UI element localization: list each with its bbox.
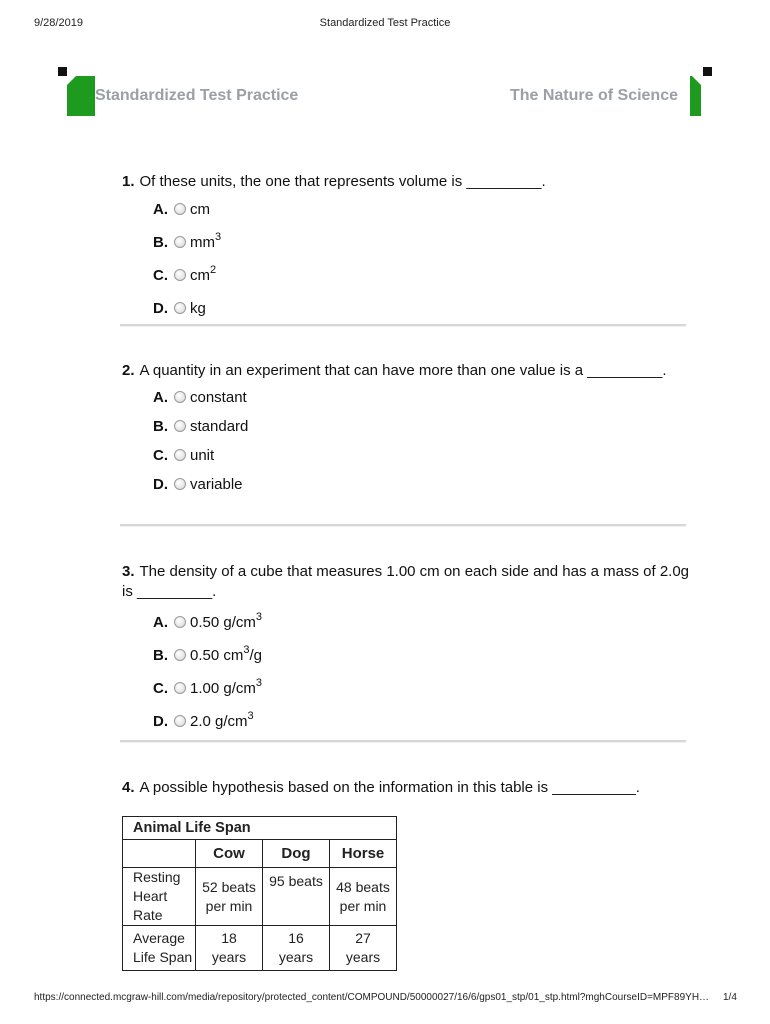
option-c[interactable]: C. 1.00 $g/cm^3$	[153, 677, 262, 697]
radio-button[interactable]	[174, 391, 186, 403]
print-title: Standardized Test Practice	[319, 17, 451, 29]
option-a[interactable]: A. constant	[153, 389, 247, 406]
corner-mark-right	[703, 67, 712, 76]
table-row	[123, 868, 397, 926]
question-4	[122, 778, 692, 798]
option-b[interactable]: B. $mm^3$	[153, 231, 222, 251]
question-3	[122, 562, 692, 746]
row-header: Average Life Span	[123, 926, 196, 971]
corner-mark-left	[58, 67, 67, 76]
answer-options	[122, 201, 692, 333]
column-header: Horse	[330, 840, 397, 868]
green-tab-left-notch	[67, 76, 76, 85]
table-cell: 18 years	[196, 926, 263, 971]
table-cell: 95 beats	[263, 868, 330, 926]
answer-options	[122, 389, 692, 505]
option-b[interactable]: B. 0.50 $cm^3/g$	[153, 644, 262, 664]
table-cell: 16 years	[263, 926, 330, 971]
radio-button[interactable]	[174, 203, 186, 215]
radio-button[interactable]	[174, 236, 186, 248]
banner-right-title: The Nature of Science	[509, 87, 678, 104]
radio-button[interactable]	[174, 478, 186, 490]
radio-button[interactable]	[174, 616, 186, 628]
answer-options	[122, 611, 692, 746]
option-c[interactable]: C. unit	[153, 447, 215, 464]
row-header: Resting Heart Rate	[123, 868, 196, 926]
table-cell: 52 beats per min	[196, 868, 263, 926]
option-a[interactable]: A. 0.50 $g/cm^3$	[153, 611, 262, 631]
print-page-number: 1/4	[723, 992, 737, 1003]
table-caption: Animal Life Span	[123, 817, 397, 840]
animal-life-span-table	[122, 816, 397, 971]
option-b[interactable]: B. standard	[153, 418, 249, 435]
radio-button[interactable]	[174, 420, 186, 432]
table-corner-cell	[123, 840, 196, 868]
column-header: Dog	[263, 840, 330, 868]
print-date: 9/28/2019	[34, 17, 83, 29]
question-1	[122, 172, 692, 333]
question-text: 2. A quantity in an experiment that can have more than one value is a _________.	[122, 362, 667, 379]
option-c[interactable]: C. $cm^2$	[153, 264, 217, 284]
table-header-row	[123, 840, 397, 868]
question-text: 3. The density of a cube that measures 1.00 cm on each side and has a mass of 2.0g is _________.	[122, 563, 690, 600]
question-2	[122, 361, 692, 505]
divider	[120, 324, 686, 326]
radio-button[interactable]	[174, 682, 186, 694]
banner-left-title: Standardized Test Practice	[95, 87, 299, 104]
table-cell: 27 years	[330, 926, 397, 971]
divider	[120, 524, 686, 526]
print-url: https://connected.mcgraw-hill.com/media/repository/protected_content/COMPOUND/50000027/16/6/gps01_stp/01_stp.html?mghCourseID=MPF89YH…	[34, 992, 710, 1003]
table-row	[123, 926, 397, 971]
radio-button[interactable]	[174, 715, 186, 727]
radio-button[interactable]	[174, 302, 186, 314]
option-d[interactable]: D. kg	[153, 300, 206, 317]
green-tab-right-notch	[692, 76, 701, 85]
table-cell: 48 beats per min	[330, 868, 397, 926]
radio-button[interactable]	[174, 649, 186, 661]
option-d[interactable]: D. variable	[153, 476, 243, 493]
radio-button[interactable]	[174, 269, 186, 281]
question-text: 1. Of these units, the one that represents volume is _________.	[122, 173, 546, 190]
divider	[120, 740, 686, 742]
column-header: Cow	[196, 840, 263, 868]
question-text: 4. A possible hypothesis based on the information in this table is __________.	[122, 779, 640, 796]
option-d[interactable]: D. 2.0 $g/cm^3$	[153, 710, 254, 730]
radio-button[interactable]	[174, 449, 186, 461]
option-a[interactable]: A. cm	[153, 201, 210, 218]
